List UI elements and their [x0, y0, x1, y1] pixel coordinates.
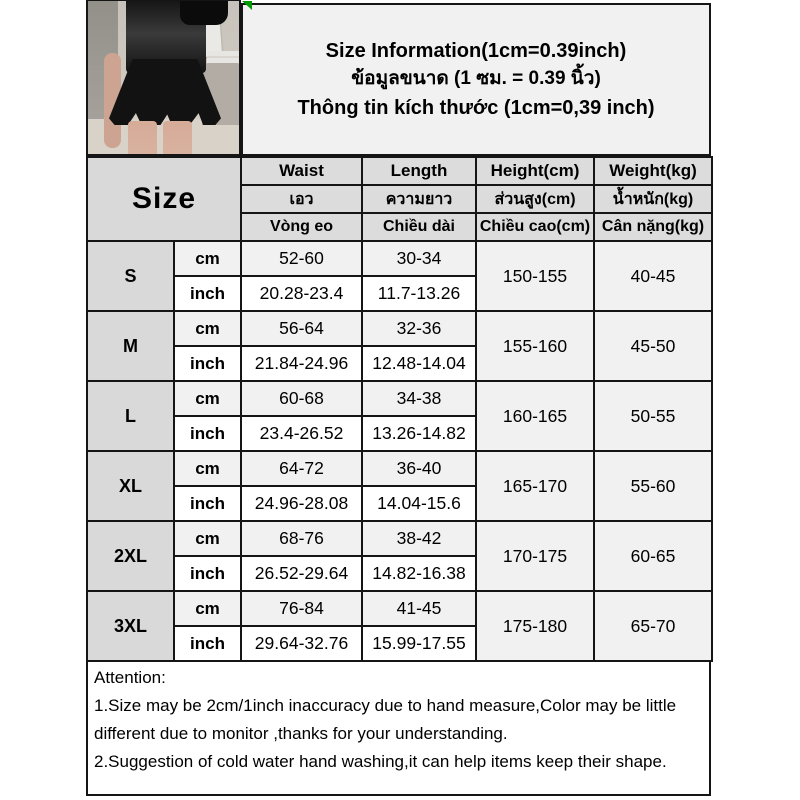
waist-inch-value: 21.84-24.96 [241, 346, 362, 381]
height-value: 165-170 [476, 451, 594, 521]
weight-value: 40-45 [594, 241, 712, 311]
waist-inch-value: 20.28-23.4 [241, 276, 362, 311]
title-box [241, 3, 711, 156]
col-header-waist-vi: Vòng eo [241, 213, 362, 241]
size-label: L [87, 381, 174, 451]
col-header-height-en: Height(cm) [476, 157, 594, 185]
unit-inch: inch [174, 556, 241, 591]
col-header-waist-th: เอว [241, 185, 362, 213]
table-row [87, 451, 712, 486]
size-table [86, 156, 713, 662]
table-row [87, 591, 712, 626]
weight-value: 45-50 [594, 311, 712, 381]
height-value: 155-160 [476, 311, 594, 381]
waist-cm-value: 64-72 [241, 451, 362, 486]
attention-line-1: 1.Size may be 2cm/1inch inaccuracy due to hand measure,Color may be little different due to monitor ,thanks for your understanding. [94, 696, 677, 743]
product-photo [86, 0, 241, 156]
unit-inch: inch [174, 626, 241, 661]
size-label: XL [87, 451, 174, 521]
length-cm-value: 38-42 [362, 521, 476, 556]
photo-hair [180, 1, 228, 25]
unit-cm: cm [174, 311, 241, 346]
length-inch-value: 12.48-14.04 [362, 346, 476, 381]
waist-inch-value: 23.4-26.52 [241, 416, 362, 451]
weight-value: 50-55 [594, 381, 712, 451]
table-row [87, 241, 712, 276]
col-header-length-th: ความยาว [362, 185, 476, 213]
weight-value: 55-60 [594, 451, 712, 521]
table-row [87, 521, 712, 556]
weight-value: 65-70 [594, 591, 712, 661]
waist-cm-value: 68-76 [241, 521, 362, 556]
col-header-weight-en: Weight(kg) [594, 157, 712, 185]
waist-cm-value: 76-84 [241, 591, 362, 626]
unit-cm: cm [174, 381, 241, 416]
table-row [87, 311, 712, 346]
unit-cm: cm [174, 591, 241, 626]
col-header-length-en: Length [362, 157, 476, 185]
col-header-weight-th: น้ำหนัก(kg) [594, 185, 712, 213]
size-label: S [87, 241, 174, 311]
col-header-height-vi: Chiều cao(cm) [476, 213, 594, 241]
size-header-cell: Size [87, 157, 241, 241]
length-cm-value: 41-45 [362, 591, 476, 626]
length-cm-value: 34-38 [362, 381, 476, 416]
unit-inch: inch [174, 346, 241, 381]
length-inch-value: 14.82-16.38 [362, 556, 476, 591]
size-label: 2XL [87, 521, 174, 591]
size-label: M [87, 311, 174, 381]
waist-inch-value: 26.52-29.64 [241, 556, 362, 591]
title-vietnamese: Thông tin kích thước (1cm=0,39 inch) [297, 96, 655, 119]
col-header-length-vi: Chiều dài [362, 213, 476, 241]
height-value: 170-175 [476, 521, 594, 591]
unit-inch: inch [174, 416, 241, 451]
length-cm-value: 32-36 [362, 311, 476, 346]
col-header-waist-en: Waist [241, 157, 362, 185]
weight-value: 60-65 [594, 521, 712, 591]
unit-cm: cm [174, 241, 241, 276]
photo-leg-right [163, 121, 192, 156]
table-row [87, 381, 712, 416]
attention-note [86, 660, 711, 796]
waist-inch-value: 29.64-32.76 [241, 626, 362, 661]
attention-heading: Attention: [94, 668, 166, 687]
attention-line-2: 2.Suggestion of cold water hand washing,it can help items keep their shape. [94, 752, 667, 771]
length-inch-value: 15.99-17.55 [362, 626, 476, 661]
header-row-en [87, 157, 712, 185]
size-label: 3XL [87, 591, 174, 661]
unit-cm: cm [174, 451, 241, 486]
waist-cm-value: 56-64 [241, 311, 362, 346]
photo-leg-left [128, 121, 157, 156]
length-inch-value: 14.04-15.6 [362, 486, 476, 521]
col-header-weight-vi: Cân nặng(kg) [594, 213, 712, 241]
title-english: Size Information(1cm=0.39inch) [325, 40, 627, 63]
waist-cm-value: 60-68 [241, 381, 362, 416]
length-inch-value: 11.7-13.26 [362, 276, 476, 311]
waist-cm-value: 52-60 [241, 241, 362, 276]
unit-inch: inch [174, 486, 241, 521]
title-thai: ข้อมูลขนาด (1 ซม. = 0.39 นิ้ว) [351, 68, 601, 90]
unit-cm: cm [174, 521, 241, 556]
length-cm-value: 36-40 [362, 451, 476, 486]
waist-inch-value: 24.96-28.08 [241, 486, 362, 521]
height-value: 160-165 [476, 381, 594, 451]
unit-inch: inch [174, 276, 241, 311]
length-inch-value: 13.26-14.82 [362, 416, 476, 451]
col-header-height-th: ส่วนสูง(cm) [476, 185, 594, 213]
length-cm-value: 30-34 [362, 241, 476, 276]
height-value: 175-180 [476, 591, 594, 661]
height-value: 150-155 [476, 241, 594, 311]
